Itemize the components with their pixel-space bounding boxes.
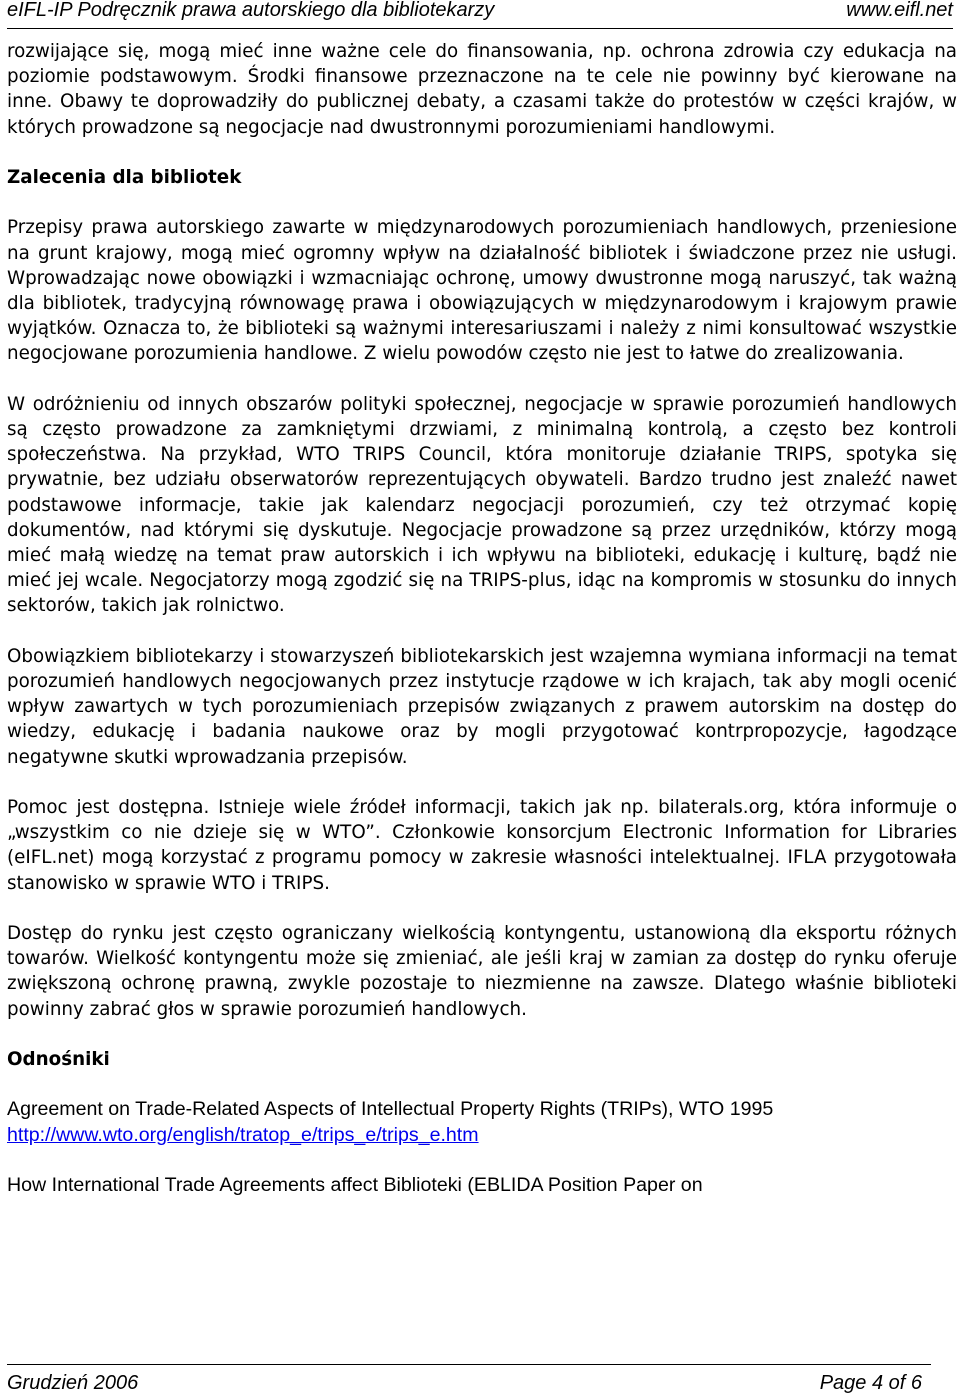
footer-divider (7, 1364, 931, 1365)
page-content (7, 39, 957, 1198)
paragraph-4: Pomoc jest dostępna. Istnieje wiele źródeł informacji, takich jak np. bilaterals.org, która informuje o „wszystkim co nie dzieje się w WTO”. Członkowie konsorcjum Electronic Information for Libraries (eIFL.net) mogą korzystać z programu pomocy w zakresie własności intelektualnej. IFLA przygotowała stanowisko w sprawie WTO i TRIPS. (7, 797, 957, 894)
document-title: eIFL-IP Podręcznik prawa autorskiego dla bibliotekarzy (7, 0, 495, 21)
paragraph-1: Przepisy prawa autorskiego zawarte w międzynarodowych porozumieniach handlowych, przeniesione na grunt krajowy, mogą mieć ogromny wpływ na działalność bibliotek i świadczone przez nie usługi. Wprowadzając nowe obowiązki i wzmacniając ochronę, umowy dwustronne mogą naruszyć, tak ważną dla bibliotek, tradycyjną równowagę prawa i obowiązujących w międzynarodowym i krajowym prawie wyjątków. Oznacza to, że biblioteki są ważnymi interesariuszami i należy z nimi konsultować wszystkie negocjowane porozumienia handlowe. Z wielu powodów często nie jest to łatwe do zrealizowania. (7, 217, 957, 365)
page-number: Page 4 of 6 (819, 1372, 922, 1394)
paragraph-5: Dostęp do rynku jest często ograniczany wielkością kontyngentu, ustanowioną dla eksportu różnych towarów. Wielkość kontyngentu może się zmieniać, ale jeśli kraj w zamian za dostęp do rynku oferuje zwiększoną ochronę prawną, zwykle pozostaje to niezmienne na zawsze. Dlatego właśnie biblioteki powinny zabrać głos w sprawie porozumień handlowych. (7, 923, 957, 1020)
section-heading-references: Odnośniki (7, 1049, 110, 1071)
reference-2: How International Trade Agreements affect Biblioteki (EBLIDA Position Paper on (7, 1174, 703, 1196)
footer-date: Grudzień 2006 (7, 1372, 139, 1394)
intro-paragraph: rozwijające się, mogą mieć inne ważne cele do finansowania, np. ochrona zdrowia czy edukacja na poziomie podstawowym. Środki finansowe przeznaczone na te cele nie powinny być kierowane na inne. Obawy te doprowadziły do publicznej debaty, a czasami także do protestów w części krajów, w których prowadzone są negocjacje nad dwustronnymi porozumieniami handlowymi. (7, 41, 957, 138)
paragraph-3: Obowiązkiem bibliotekarzy i stowarzyszeń bibliotekarskich jest wzajemna wymiana informacji na temat porozumień handlowych negocjowanych przez instytucje rządowe w ich krajach, tak aby mogli ocenić wpływ zawartych w tych porozumieniach przepisów związanych z prawem autorskim na dostęp do wiedzy, edukację i badania naukowe oraz by mogli przygotować kontrpropozycje, łagodzące negatywne skutki wprowadzania przepisów. (7, 645, 957, 768)
section-heading-recommendations: Zalecenia dla bibliotek (7, 167, 242, 188)
site-url: www.eifl.net (846, 0, 953, 21)
reference-1-title: Agreement on Trade-Related Aspects of Intellectual Property Rights (TRIPs), WTO 1995 (7, 1098, 774, 1121)
reference-1 (7, 1097, 957, 1147)
header-divider (7, 28, 953, 29)
page-header (7, 0, 953, 24)
reference-1-link[interactable]: http://www.wto.org/english/tratop_e/trips_e/trips_e.htm (7, 1123, 479, 1146)
paragraph-2: W odróżnieniu od innych obszarów polityki społecznej, negocjacje w sprawie porozumień handlowych są często prowadzone za zamkniętymi drzwiami, z minimalną kontrolą, a często bez kontroli społeczeństwa. Na przykład, WTO TRIPS Council, która monitoruje działanie TRIPS, spotyka się prywatnie, bez udziału obserwatorów reprezentujących obywateli. Bardzo trudno jest znaleźć nawet podstawowe informacje, takie jak kalendarz negocjacji porozumień, czy też otrzymać kopię dokumentów, nad którymi się dyskutuje. Negocjacje prowadzone są przez urzędników, którzy mogą mieć małą wiedzę na temat praw autorskich i ich wpływu na biblioteki, edukację i kulturę, bądź nie mieć jej wcale. Negocjatorzy mogą zgodzić się na TRIPS-plus, idąc na kompromis w stosunku do innych sektorów, takich jak rolnictwo. (7, 393, 957, 617)
